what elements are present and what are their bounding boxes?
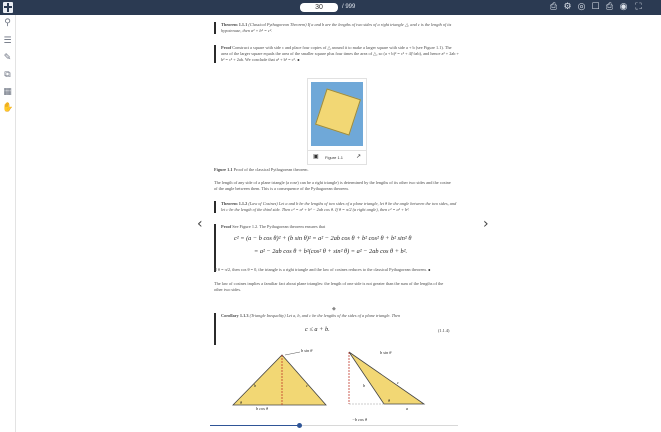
progress-fill — [210, 425, 299, 426]
caption-text: Proof of the classical Pythagorean theorem. — [233, 167, 309, 172]
top-toolbar — [0, 0, 661, 15]
right-theta-label: θ — [388, 398, 391, 403]
proof-formula: (a + b)² = c² + 4(½ab), and hence a² + 2ab + b² = c² + 2ab. We conclude that a² + b² = c². ∎ — [221, 51, 459, 62]
caption-label: Figure 1.1 — [214, 167, 233, 172]
right-a-label: a — [406, 406, 409, 411]
paragraph-2: The law of cosines implies a familiar fact about plane triangles: the length of one side is not greater than the sum of the lengths of the other two sides. — [214, 281, 444, 292]
theorem-label: Theorem 1.1.1 — [221, 22, 248, 27]
page-number-input[interactable]: 30 — [300, 3, 338, 12]
bookmark-icon[interactable]: ☐ — [591, 2, 600, 12]
right-c-label: c — [397, 380, 399, 385]
proof-1 — [214, 45, 459, 63]
copy-icon[interactable]: ⧉ — [4, 70, 11, 80]
equation-number: (1.1.4) — [438, 328, 450, 333]
grid-icon[interactable]: ▦ — [3, 87, 12, 97]
proof-text: Construct a square with side c and place four copies of △ around it to make a larger square with side a + b (see Figure 1.1). The area of the larger square equals the area of the smaller square plus four times the area of △, so — [221, 45, 452, 56]
corollary-1-1-3 — [214, 313, 459, 345]
corollary-label: Corollary 1.1.3 — [221, 313, 249, 318]
open-external-icon[interactable]: ↗ — [355, 154, 361, 160]
theorem-text: (Classical Pythagorean Theorem) If a and b are the lengths of two sides of a right triangle △, and c is the length of its hypotenuse, then a² + b² = c². — [221, 22, 452, 33]
right-bottom-label: −b cos θ — [352, 417, 368, 422]
previous-page-button[interactable]: ‹ — [197, 216, 203, 232]
search-icon[interactable]: ⚲ — [4, 18, 11, 28]
contents-icon[interactable]: ☰ — [3, 36, 12, 46]
theorem-1-1-1 — [214, 22, 459, 34]
figure-1-1-image — [311, 82, 363, 146]
fullscreen-icon[interactable]: ⛶ — [635, 2, 642, 12]
left-side-label: b — [254, 383, 257, 388]
equation-line-2: = a² − 2ab cos θ + b²(cos² θ + sin² θ) = a² − 2ab cos θ + b². — [254, 248, 408, 255]
account-icon[interactable]: ◉ — [619, 2, 628, 12]
progress-handle[interactable] — [297, 423, 302, 428]
figure-1-1 — [307, 78, 367, 165]
edit-icon[interactable]: ✎ — [3, 53, 12, 63]
figure-caption-bar — [308, 150, 366, 164]
theorem-text: (Law of Cosines) Let a and b be the lengths of two sides of a plane triangle, let θ be the angle between the two sides, and let c be the length of the third side. Then c² = a² + b² − 2ab cos θ. If θ = π/2 (a right angle), then c² = a² + b². — [221, 201, 457, 212]
left-c-label: c — [306, 383, 308, 388]
paragraph-1: The length of any side of a plane triangle (a rose) can be a right triangle) is determined by the lengths of its other two sides and the cosine of the angle between them. This is a consequence of the Pythagorean theorem. — [214, 180, 451, 191]
theorem-1-1-2 — [214, 201, 459, 213]
proof-2-conclusion: If θ = π/2, then cos θ = 0, the triangle is a right triangle and the law of cosines reduces to the classical Pythagorean theorem. ∎ — [214, 267, 431, 272]
figure-1-2-left — [230, 346, 330, 416]
left-sidebar — [0, 15, 16, 432]
settings-icon[interactable]: ⚙ — [563, 2, 572, 12]
document-page — [210, 15, 458, 432]
section-divider: ◆ — [332, 307, 336, 312]
equation-line-1: c² = (a − b cos θ)² + (b sin θ)² = a² − 2ab cos θ + b² cos² θ + b² sin² θ — [234, 235, 412, 242]
print-icon[interactable]: ⎙ — [605, 2, 614, 12]
figure-label-button[interactable]: Figure 1.1 — [325, 155, 344, 160]
corollary-text: (Triangle Inequality) Let a, b, and c be the lengths of the sides of a plane triangle. Then — [249, 313, 401, 318]
proof-text: See Figure 1.2. The Pythagorean theorem ensures that — [232, 224, 326, 229]
app-logo[interactable] — [3, 2, 13, 13]
image-icon[interactable]: ▣ — [313, 154, 319, 160]
page-total: / 999 — [342, 4, 356, 10]
left-theta-label: θ — [240, 400, 243, 405]
print-icon[interactable]: ⎙ — [549, 2, 558, 12]
next-page-button[interactable]: › — [483, 216, 489, 232]
proof-label: Proof — [221, 224, 232, 229]
reading-progress-bar[interactable] — [210, 425, 458, 426]
left-bottom-label: b cos θ — [256, 406, 269, 411]
inner-square — [315, 88, 361, 135]
figure-1-1-caption — [214, 167, 452, 173]
figure-1-2-right — [344, 346, 434, 416]
theorem-label: Theorem 1.1.2 — [221, 201, 248, 206]
corollary-formula: c ≤ a + b. — [305, 326, 330, 333]
right-top-label: b sin θ — [380, 350, 392, 355]
hand-icon[interactable]: ✋ — [2, 103, 14, 113]
target-icon[interactable]: ◎ — [577, 2, 586, 12]
right-b-label: b — [363, 383, 366, 388]
left-top-label: b sin θ — [301, 348, 313, 353]
proof-label: Proof — [221, 45, 232, 50]
